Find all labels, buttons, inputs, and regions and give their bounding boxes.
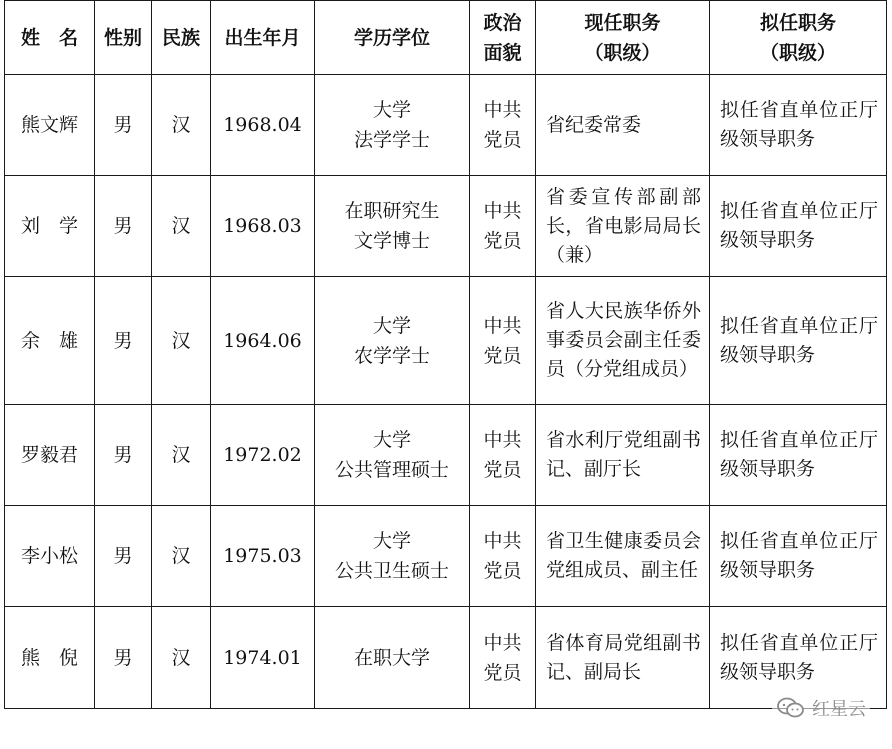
header-proposed-line2: （职级） <box>759 41 836 64</box>
cell-proposed-position <box>710 176 887 277</box>
cell-gender: 男 <box>95 506 152 607</box>
cell-political <box>470 277 536 405</box>
document-sheet <box>4 0 886 749</box>
cell-current-position <box>536 176 710 277</box>
cell-current-text: 省卫生健康委员会党组成员、副主任 <box>546 530 701 581</box>
cell-current-position <box>536 607 710 709</box>
cell-political-line1: 中共 <box>483 631 522 654</box>
cell-political <box>470 405 536 506</box>
cell-education <box>315 405 470 506</box>
cell-proposed-text: 拟任省直单位正厅级领导职务 <box>720 429 878 480</box>
cell-name: 李小松 <box>5 506 95 607</box>
table-row <box>5 176 887 277</box>
cell-ethnicity: 汉 <box>152 176 211 277</box>
cell-gender: 男 <box>95 607 152 709</box>
cell-ethnicity: 汉 <box>152 405 211 506</box>
watermark <box>772 693 870 723</box>
cell-education <box>315 277 470 405</box>
header-current-line1: 现任职务 <box>584 11 661 34</box>
header-education: 学历学位 <box>315 1 470 75</box>
cell-current-text: 省委宣传部副部长，省电影局局长（兼） <box>546 185 701 266</box>
cell-education-line2: 文学博士 <box>353 230 430 252</box>
cell-proposed-text: 拟任省直单位正厅级领导职务 <box>720 530 878 581</box>
cell-proposed-text: 拟任省直单位正厅级领导职务 <box>720 314 878 366</box>
cell-education-line1: 大学 <box>372 530 411 552</box>
cell-ethnicity: 汉 <box>152 506 211 607</box>
cell-proposed-position <box>710 405 887 506</box>
cell-gender: 男 <box>95 176 152 277</box>
cell-education-line2: 公共卫生硕士 <box>334 560 449 582</box>
cell-birth: 1975.03 <box>211 506 315 607</box>
table-row <box>5 607 887 709</box>
cell-education-line2: 法学学士 <box>353 129 430 151</box>
cell-birth: 1974.01 <box>211 607 315 709</box>
header-current-line2: （职级） <box>584 41 661 64</box>
table-row <box>5 277 887 405</box>
cell-current-text: 省体育局党组副书记、副局长 <box>546 631 701 683</box>
cell-ethnicity: 汉 <box>152 277 211 405</box>
watermark-text: 红星云 <box>812 699 866 720</box>
cell-birth: 1968.04 <box>211 75 315 176</box>
cell-name: 刘 学 <box>5 176 95 277</box>
header-political-line2: 面貌 <box>483 41 522 64</box>
cell-education <box>315 607 470 709</box>
header-proposed-position <box>710 1 887 75</box>
cell-name: 熊 倪 <box>5 607 95 709</box>
cell-current-position <box>536 405 710 506</box>
cell-political-line1: 中共 <box>483 314 522 337</box>
cell-current-text: 省水利厅党组副书记、副厅长 <box>546 429 701 480</box>
cell-political <box>470 176 536 277</box>
header-proposed-line1: 拟任职务 <box>759 11 836 34</box>
header-row <box>5 1 887 75</box>
cell-political <box>470 506 536 607</box>
header-gender: 性别 <box>95 1 152 75</box>
cell-political-line1: 中共 <box>483 200 522 222</box>
cell-current-text: 省纪委常委 <box>546 113 642 136</box>
cell-education-line1: 大学 <box>372 99 411 121</box>
header-political-line1: 政治 <box>483 11 522 34</box>
cell-proposed-text: 拟任省直单位正厅级领导职务 <box>720 631 878 683</box>
header-political <box>470 1 536 75</box>
cell-political-line2: 党员 <box>483 459 522 481</box>
cell-political-line2: 党员 <box>483 230 522 252</box>
cell-political-line2: 党员 <box>483 129 522 151</box>
cell-education-line1: 大学 <box>372 429 411 451</box>
header-ethnicity: 民族 <box>152 1 211 75</box>
cell-current-position <box>536 75 710 176</box>
cell-education-line1: 在职大学 <box>353 646 430 669</box>
cell-gender: 男 <box>95 405 152 506</box>
cell-political-line2: 党员 <box>483 560 522 582</box>
cell-political-line1: 中共 <box>483 99 522 121</box>
cell-birth: 1964.06 <box>211 277 315 405</box>
cell-education <box>315 75 470 176</box>
cell-current-text: 省人大民族华侨外事委员会副主任委员（分党组成员） <box>546 300 701 380</box>
cell-gender: 男 <box>95 277 152 405</box>
cell-name: 罗毅君 <box>5 405 95 506</box>
cell-proposed-position <box>710 506 887 607</box>
header-birth: 出生年月 <box>211 1 315 75</box>
cell-political <box>470 607 536 709</box>
candidate-table <box>4 0 887 709</box>
cell-gender: 男 <box>95 75 152 176</box>
cell-proposed-position <box>710 277 887 405</box>
cell-proposed-text: 拟任省直单位正厅级领导职务 <box>720 200 878 251</box>
cell-education-line2: 农学学士 <box>353 344 430 367</box>
cell-political <box>470 75 536 176</box>
cell-ethnicity: 汉 <box>152 75 211 176</box>
cell-political-line2: 党员 <box>483 661 522 684</box>
cell-name: 余 雄 <box>5 277 95 405</box>
header-current-position <box>536 1 710 75</box>
table-row <box>5 75 887 176</box>
cell-proposed-position <box>710 75 887 176</box>
cell-education <box>315 176 470 277</box>
cell-education <box>315 506 470 607</box>
cell-proposed-text: 拟任省直单位正厅级领导职务 <box>720 99 878 150</box>
cell-political-line2: 党员 <box>483 344 522 367</box>
cell-education-line1: 在职研究生 <box>344 200 440 222</box>
cell-ethnicity: 汉 <box>152 607 211 709</box>
cell-current-position <box>536 277 710 405</box>
cell-education-line1: 大学 <box>372 314 411 337</box>
wechat-icon <box>776 696 806 720</box>
header-name: 姓 名 <box>5 1 95 75</box>
cell-birth: 1968.03 <box>211 176 315 277</box>
cell-political-line1: 中共 <box>483 530 522 552</box>
table-row <box>5 405 887 506</box>
cell-political-line1: 中共 <box>483 429 522 451</box>
cell-name: 熊文辉 <box>5 75 95 176</box>
cell-education-line2: 公共管理硕士 <box>334 459 449 481</box>
cell-birth: 1972.02 <box>211 405 315 506</box>
cell-current-position <box>536 506 710 607</box>
table-row <box>5 506 887 607</box>
